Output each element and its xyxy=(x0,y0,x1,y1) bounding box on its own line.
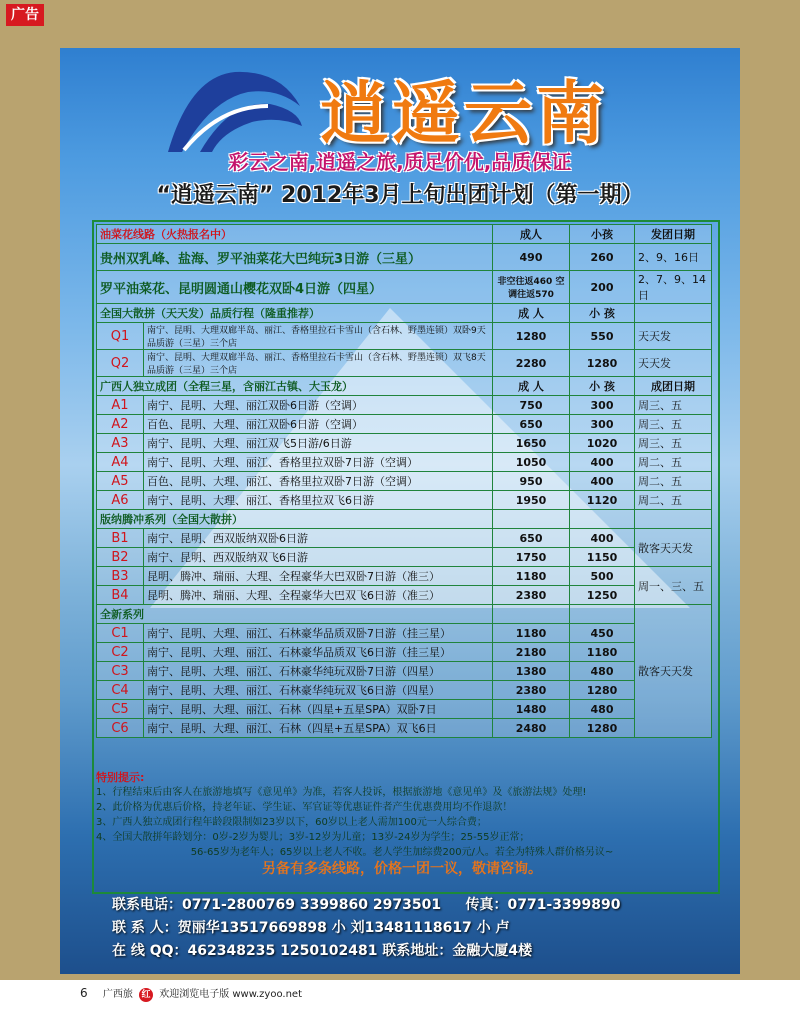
page-number: 6 xyxy=(80,986,88,1000)
table-row: C4 南宁、昆明、大理、丽江、石林豪华纯玩双飞6日游（四星） 2380 1280 xyxy=(97,681,712,700)
more-routes: 另备有多条线路，价格一团一议，敬请咨询。 xyxy=(262,861,542,877)
table-row: 贵州双乳峰、盐海、罗平油菜花大巴纯玩3日游（三星） 490 260 2、9、16日 xyxy=(97,244,712,271)
magazine-logo-icon: 红 xyxy=(139,988,153,1002)
col-dates: 发团日期 xyxy=(635,225,712,244)
note-line: 2、此价格为优惠后价格，持老年证、学生证、军官证等优惠证件者产生优惠费用均不作退款！ xyxy=(96,802,513,813)
table-row: C6 南宁、昆明、大理、丽江、石林（四星+五星SPA）双飞6日 2480 1280 xyxy=(97,719,712,738)
plan-title: “逍遥云南” 2012年3月上旬出团计划（第一期） xyxy=(156,183,644,208)
section-title: 版纳腾冲系列（全国大散拼） xyxy=(97,510,493,529)
table-row: Q2 南宁、昆明、大理双廊半岛、丽江、香格里拉石卡雪山（含石林、野墨连锁）双飞8天品质游（三星）三个店 2280 1280 天天发 xyxy=(97,350,712,377)
section-header: 全新系列 散客天天发 xyxy=(97,605,712,624)
section-title: 油菜花线路（火热报名中） xyxy=(97,225,493,244)
section-title: 全国大散拼（天天发）品质行程（隆重推荐） xyxy=(97,304,493,323)
table-row: Q1 南宁、昆明、大理双廊半岛、丽江、香格里拉石卡雪山（含石林、野墨连锁）双卧9天品质游（三星）三个店 1280 550 天天发 xyxy=(97,323,712,350)
table-row: A2 百色、昆明、大理、丽江双卧6日游（空调） 650 300 周三、五 xyxy=(97,415,712,434)
table-row: A3 南宁、昆明、大理、丽江双飞5日游/6日游 1650 1020 周三、五 xyxy=(97,434,712,453)
poster xyxy=(60,48,740,974)
table-row: C3 南宁、昆明、大理、丽江、石林豪华纯玩双卧7日游（四星） 1380 480 xyxy=(97,662,712,681)
table-row: A6 南宁、昆明、大理、丽江、香格里拉双飞6日游 1950 1120 周二、五 xyxy=(97,491,712,510)
table-row: C2 南宁、昆明、大理、丽江、石林豪华品质双飞6日游（挂三星） 2180 1180 xyxy=(97,643,712,662)
contact-fax: 传真：0771-3399890 xyxy=(465,897,621,913)
table-row: A1 南宁、昆明、大理、丽江双卧6日游（空调） 750 300 周三、五 xyxy=(97,396,712,415)
col-child: 小孩 xyxy=(570,225,635,244)
notes-title: 特别提示: xyxy=(96,771,145,784)
contact-qq: 在 线 QQ：462348235 1250102481 联系地址：金融大厦4楼 xyxy=(112,943,533,959)
section-header xyxy=(97,510,712,529)
brand-logo-icon xyxy=(160,66,310,156)
page-footer xyxy=(80,985,302,1002)
note-line: 4、全国大散拼年龄划分：0岁-2岁为婴儿；3岁-12岁为儿童；13岁-24岁为学生；25-55岁正常； xyxy=(96,832,530,843)
table-row: B1 南宁、昆明、西双版纳双卧6日游 650 400 散客天天发 xyxy=(97,529,712,548)
table-row: A4 南宁、昆明、大理、丽江、香格里拉双卧7日游（空调） 1050 400 周二、五 xyxy=(97,453,712,472)
table-row: B4 昆明、腾冲、瑞丽、大理、全程豪华大巴双飞6日游（准三） 2380 1250 xyxy=(97,586,712,605)
table-row: A5 百色、昆明、大理、丽江、香格里拉双卧7日游（空调） 950 400 周二、五 xyxy=(97,472,712,491)
magazine-name: 广西旅 xyxy=(102,989,133,1000)
note-line: 3、广西人独立成团行程年龄段限制如23岁以下，60岁以上老人需加100元一人综合费； xyxy=(96,817,487,828)
ad-tag: 广告 xyxy=(6,4,44,26)
contact-block xyxy=(112,894,732,963)
table-row: C5 南宁、昆明、大理、丽江、石林（四星+五星SPA）双卧7日 1480 480 xyxy=(97,700,712,719)
contact-people: 联 系 人：贺丽华13517669898 小 刘13481118617 小 卢 xyxy=(112,920,510,936)
table-row: B2 南宁、昆明、西双版纳双飞6日游 1750 1150 xyxy=(97,548,712,567)
brand-name: 逍遥云南 xyxy=(320,74,609,154)
section-title: 广西人独立成团（全程三星，含丽江古镇、大玉龙） xyxy=(97,377,493,396)
special-notes xyxy=(96,770,708,877)
slogan: 彩云之南,逍遥之旅,质足价优,品质保证 xyxy=(228,150,572,174)
section-header xyxy=(97,225,712,244)
section-header: 全国大散拼（天天发）品质行程（隆重推荐） 成 人 小 孩 xyxy=(97,304,712,323)
table-row: 罗平油菜花、昆明圆通山樱花双卧4日游（四星） 非空往返460 空调往返570 200 2、7、9、14日 xyxy=(97,271,712,304)
note-line: 56-65岁为老年人；65岁以上老人不收。老人学生加综费200元/人。若全为特殊人群价格另议~ xyxy=(190,847,614,858)
itinerary-table xyxy=(96,224,712,738)
table-row: C1 南宁、昆明、大理、丽江、石林豪华品质双卧7日游（挂三星） 1180 450 xyxy=(97,624,712,643)
contact-phone: 联系电话：0771-2800769 3399860 2973501 xyxy=(112,897,442,913)
note-line: 1、行程结束后由客人在旅游地填写《意见单》为准，若客人投诉，根据旅游地《意见单》及《旅游法规》处理! xyxy=(96,787,587,798)
col-adult: 成人 xyxy=(493,225,570,244)
table-row: B3 昆明、腾冲、瑞丽、大理、全程豪华大巴双卧7日游（准三） 1180 500 周一、三、五 xyxy=(97,567,712,586)
section-header: 广西人独立成团（全程三星，含丽江古镇、大玉龙） 成 人 小 孩 成团日期 xyxy=(97,377,712,396)
footer-text: 欢迎浏览电子版 www.zyoo.net xyxy=(159,989,302,1000)
section-title: 全新系列 xyxy=(97,605,493,624)
